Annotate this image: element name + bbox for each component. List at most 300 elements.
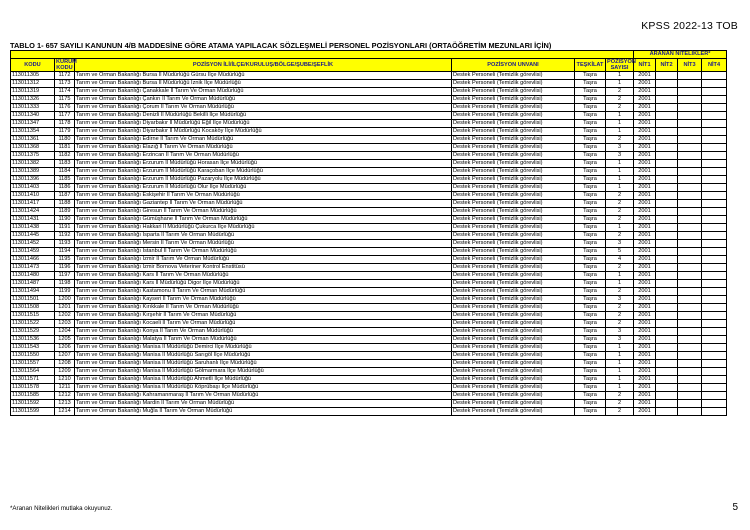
cell-nit4 bbox=[702, 152, 727, 160]
table-row bbox=[11, 376, 727, 384]
cell-pozisyon-sayisi: 1 bbox=[606, 112, 634, 120]
cell-pozisyon-unvani: Destek Personeli (Temizlik görevlisi) bbox=[452, 408, 575, 416]
cell-nit3 bbox=[678, 248, 702, 256]
col-pozisyon-unvani: POZİSYON UNVANI bbox=[452, 59, 575, 72]
cell-nit1: 2001 bbox=[634, 104, 656, 112]
cell-nit3 bbox=[678, 120, 702, 128]
table-row bbox=[11, 144, 727, 152]
cell-nit3 bbox=[678, 184, 702, 192]
cell-kodu: 113011382 bbox=[11, 160, 55, 168]
cell-pozisyon-sayisi: 1 bbox=[606, 128, 634, 136]
cell-teskilat: Taşra bbox=[575, 248, 606, 256]
cell-nit3 bbox=[678, 280, 702, 288]
cell-nit4 bbox=[702, 328, 727, 336]
cell-nit4 bbox=[702, 400, 727, 408]
table-row bbox=[11, 248, 727, 256]
cell-nit3 bbox=[678, 152, 702, 160]
cell-pozisyon-sayisi: 1 bbox=[606, 72, 634, 80]
cell-kurum-kodu: 1201 bbox=[55, 304, 75, 312]
cell-nit4 bbox=[702, 288, 727, 296]
cell-teskilat: Taşra bbox=[575, 144, 606, 152]
cell-pozisyon-ili: Tarım ve Orman Bakanlığı Diyarbakır İl Müdürlüğü Kocaköy İlçe Müdürlüğü bbox=[75, 128, 452, 136]
cell-pozisyon-ili: Tarım ve Orman Bakanlığı Çanakkale İl Tarım Ve Orman Müdürlüğü bbox=[75, 88, 452, 96]
col-nit3: NİT3 bbox=[678, 59, 702, 72]
cell-kurum-kodu: 1198 bbox=[55, 280, 75, 288]
cell-nit2 bbox=[656, 368, 678, 376]
cell-nit4 bbox=[702, 168, 727, 176]
table-row bbox=[11, 344, 727, 352]
cell-teskilat: Taşra bbox=[575, 96, 606, 104]
cell-pozisyon-ili: Tarım ve Orman Bakanlığı Isparta İl Tarım Ve Orman Müdürlüğü bbox=[75, 232, 452, 240]
table-row bbox=[11, 184, 727, 192]
cell-pozisyon-sayisi: 1 bbox=[606, 184, 634, 192]
cell-pozisyon-unvani: Destek Personeli (Temizlik görevlisi) bbox=[452, 312, 575, 320]
cell-pozisyon-unvani: Destek Personeli (Temizlik görevlisi) bbox=[452, 232, 575, 240]
table-row bbox=[11, 224, 727, 232]
cell-teskilat: Taşra bbox=[575, 304, 606, 312]
cell-pozisyon-ili: Tarım ve Orman Bakanlığı Çorum İl Tarım Ve Orman Müdürlüğü bbox=[75, 104, 452, 112]
cell-kurum-kodu: 1206 bbox=[55, 344, 75, 352]
col-kurum-kodu: KURUM KODU bbox=[56, 59, 77, 71]
cell-kodu: 113011389 bbox=[11, 168, 55, 176]
cell-pozisyon-unvani: Destek Personeli (Temizlik görevlisi) bbox=[452, 88, 575, 96]
table-row bbox=[11, 112, 727, 120]
cell-pozisyon-unvani: Destek Personeli (Temizlik görevlisi) bbox=[452, 264, 575, 272]
cell-nit3 bbox=[678, 96, 702, 104]
cell-kurum-kodu: 1204 bbox=[55, 328, 75, 336]
cell-nit3 bbox=[678, 216, 702, 224]
cell-pozisyon-sayisi: 2 bbox=[606, 96, 634, 104]
cell-nit3 bbox=[678, 256, 702, 264]
cell-pozisyon-sayisi: 1 bbox=[606, 224, 634, 232]
cell-pozisyon-unvani: Destek Personeli (Temizlik görevlisi) bbox=[452, 168, 575, 176]
cell-nit2 bbox=[656, 200, 678, 208]
cell-nit2 bbox=[656, 120, 678, 128]
cell-pozisyon-unvani: Destek Personeli (Temizlik görevlisi) bbox=[452, 72, 575, 80]
cell-nit1: 2001 bbox=[634, 96, 656, 104]
cell-pozisyon-ili: Tarım ve Orman Bakanlığı Bursa İl Müdürlüğü İznik İlçe Müdürlüğü bbox=[75, 80, 452, 88]
table-row bbox=[11, 136, 727, 144]
cell-pozisyon-ili: Tarım ve Orman Bakanlığı Manisa İl Müdürlüğü Köprübaşı İlçe Müdürlüğü bbox=[75, 384, 452, 392]
cell-pozisyon-unvani: Destek Personeli (Temizlik görevlisi) bbox=[452, 344, 575, 352]
cell-pozisyon-ili: Tarım ve Orman Bakanlığı Erzurum İl Müdürlüğü Horasan İlçe Müdürlüğü bbox=[75, 160, 452, 168]
cell-teskilat: Taşra bbox=[575, 344, 606, 352]
cell-pozisyon-unvani: Destek Personeli (Temizlik görevlisi) bbox=[452, 304, 575, 312]
cell-nit4 bbox=[702, 256, 727, 264]
cell-nit1: 2001 bbox=[634, 352, 656, 360]
cell-kurum-kodu: 1213 bbox=[55, 400, 75, 408]
cell-pozisyon-sayisi: 2 bbox=[606, 264, 634, 272]
cell-pozisyon-ili: Tarım ve Orman Bakanlığı Malatya İl Tarım Ve Orman Müdürlüğü bbox=[75, 336, 452, 344]
cell-nit2 bbox=[656, 96, 678, 104]
cell-kurum-kodu: 1188 bbox=[55, 200, 75, 208]
cell-teskilat: Taşra bbox=[575, 376, 606, 384]
cell-pozisyon-unvani: Destek Personeli (Temizlik görevlisi) bbox=[452, 352, 575, 360]
cell-teskilat: Taşra bbox=[575, 256, 606, 264]
cell-teskilat: Taşra bbox=[575, 224, 606, 232]
cell-pozisyon-sayisi: 3 bbox=[606, 152, 634, 160]
cell-pozisyon-ili: Tarım ve Orman Bakanlığı Erzurum İl Müdürlüğü Olur İlçe Müdürlüğü bbox=[75, 184, 452, 192]
cell-pozisyon-unvani: Destek Personeli (Temizlik görevlisi) bbox=[452, 384, 575, 392]
cell-kodu: 113011494 bbox=[11, 288, 55, 296]
cell-nit1: 2001 bbox=[634, 376, 656, 384]
cell-teskilat: Taşra bbox=[575, 72, 606, 80]
cell-pozisyon-unvani: Destek Personeli (Temizlik görevlisi) bbox=[452, 368, 575, 376]
cell-pozisyon-ili: Tarım ve Orman Bakanlığı Edirne İl Tarım Ve Orman Müdürlüğü bbox=[75, 136, 452, 144]
cell-nit3 bbox=[678, 88, 702, 96]
cell-nit4 bbox=[702, 128, 727, 136]
cell-pozisyon-unvani: Destek Personeli (Temizlik görevlisi) bbox=[452, 120, 575, 128]
cell-kodu: 113011480 bbox=[11, 272, 55, 280]
cell-kodu: 113011347 bbox=[11, 120, 55, 128]
cell-pozisyon-sayisi: 2 bbox=[606, 392, 634, 400]
cell-nit1: 2001 bbox=[634, 360, 656, 368]
cell-pozisyon-ili: Tarım ve Orman Bakanlığı Denizli İl Müdürlüğü Bekilli İlçe Müdürlüğü bbox=[75, 112, 452, 120]
cell-pozisyon-ili: Tarım ve Orman Bakanlığı Erzurum İl Müdürlüğü Pazaryolu İlçe Müdürlüğü bbox=[75, 176, 452, 184]
cell-nit3 bbox=[678, 328, 702, 336]
cell-pozisyon-sayisi: 1 bbox=[606, 384, 634, 392]
cell-nit4 bbox=[702, 320, 727, 328]
cell-nit3 bbox=[678, 160, 702, 168]
cell-nit1: 2001 bbox=[634, 216, 656, 224]
cell-nit3 bbox=[678, 336, 702, 344]
cell-pozisyon-sayisi: 2 bbox=[606, 408, 634, 416]
cell-kurum-kodu: 1200 bbox=[55, 296, 75, 304]
table-row bbox=[11, 352, 727, 360]
table-row bbox=[11, 384, 727, 392]
cell-nit3 bbox=[678, 104, 702, 112]
cell-kodu: 113011326 bbox=[11, 96, 55, 104]
cell-teskilat: Taşra bbox=[575, 160, 606, 168]
cell-nit3 bbox=[678, 360, 702, 368]
table-row bbox=[11, 328, 727, 336]
col-nit2: NİT2 bbox=[656, 59, 678, 72]
page-number: 5 bbox=[732, 502, 738, 513]
cell-kodu: 113011585 bbox=[11, 392, 55, 400]
cell-kodu: 113011522 bbox=[11, 320, 55, 328]
cell-pozisyon-ili: Tarım ve Orman Bakanlığı Diyarbakır İl Müdürlüğü Eğil İlçe Müdürlüğü bbox=[75, 120, 452, 128]
cell-teskilat: Taşra bbox=[575, 208, 606, 216]
table-row bbox=[11, 360, 727, 368]
cell-nit4 bbox=[702, 264, 727, 272]
cell-pozisyon-unvani: Destek Personeli (Temizlik görevlisi) bbox=[452, 216, 575, 224]
cell-kodu: 113011515 bbox=[11, 312, 55, 320]
cell-nit1: 2001 bbox=[634, 160, 656, 168]
cell-nit1: 2001 bbox=[634, 120, 656, 128]
cell-kurum-kodu: 1196 bbox=[55, 264, 75, 272]
cell-nit1: 2001 bbox=[634, 72, 656, 80]
cell-kodu: 113011368 bbox=[11, 144, 55, 152]
cell-kodu: 113011396 bbox=[11, 176, 55, 184]
table-row bbox=[11, 400, 727, 408]
cell-teskilat: Taşra bbox=[575, 368, 606, 376]
cell-kurum-kodu: 1197 bbox=[55, 272, 75, 280]
table-row bbox=[11, 312, 727, 320]
cell-teskilat: Taşra bbox=[575, 384, 606, 392]
cell-nit2 bbox=[656, 288, 678, 296]
table-row bbox=[11, 160, 727, 168]
cell-kodu: 113011508 bbox=[11, 304, 55, 312]
cell-kurum-kodu: 1205 bbox=[55, 336, 75, 344]
table-body bbox=[11, 72, 727, 416]
cell-kurum-kodu: 1178 bbox=[55, 120, 75, 128]
cell-nit1: 2001 bbox=[634, 272, 656, 280]
cell-pozisyon-ili: Tarım ve Orman Bakanlığı Hakkari İl Müdürlüğü Çukurca İlçe Müdürlüğü bbox=[75, 224, 452, 232]
cell-pozisyon-unvani: Destek Personeli (Temizlik görevlisi) bbox=[452, 376, 575, 384]
cell-nit2 bbox=[656, 376, 678, 384]
table-row bbox=[11, 368, 727, 376]
cell-nit3 bbox=[678, 264, 702, 272]
cell-kurum-kodu: 1186 bbox=[55, 184, 75, 192]
cell-pozisyon-sayisi: 3 bbox=[606, 336, 634, 344]
cell-nit3 bbox=[678, 368, 702, 376]
cell-kurum-kodu: 1182 bbox=[55, 152, 75, 160]
cell-nit1: 2001 bbox=[634, 208, 656, 216]
cell-kurum-kodu: 1209 bbox=[55, 368, 75, 376]
table-row bbox=[11, 304, 727, 312]
cell-nit2 bbox=[656, 400, 678, 408]
cell-pozisyon-sayisi: 3 bbox=[606, 296, 634, 304]
cell-kodu: 113011536 bbox=[11, 336, 55, 344]
cell-teskilat: Taşra bbox=[575, 168, 606, 176]
cell-kodu: 113011361 bbox=[11, 136, 55, 144]
cell-nit1: 2001 bbox=[634, 192, 656, 200]
table-row bbox=[11, 168, 727, 176]
cell-nit4 bbox=[702, 392, 727, 400]
cell-nit4 bbox=[702, 144, 727, 152]
cell-pozisyon-sayisi: 4 bbox=[606, 256, 634, 264]
cell-pozisyon-sayisi: 3 bbox=[606, 240, 634, 248]
cell-pozisyon-sayisi: 1 bbox=[606, 80, 634, 88]
cell-pozisyon-sayisi: 2 bbox=[606, 192, 634, 200]
cell-pozisyon-sayisi: 2 bbox=[606, 320, 634, 328]
cell-nit1: 2001 bbox=[634, 80, 656, 88]
cell-teskilat: Taşra bbox=[575, 152, 606, 160]
cell-nit4 bbox=[702, 184, 727, 192]
table-row bbox=[11, 200, 727, 208]
cell-nit2 bbox=[656, 272, 678, 280]
cell-pozisyon-unvani: Destek Personeli (Temizlik görevlisi) bbox=[452, 112, 575, 120]
cell-nit1: 2001 bbox=[634, 112, 656, 120]
cell-nit2 bbox=[656, 352, 678, 360]
cell-nit2 bbox=[656, 72, 678, 80]
cell-teskilat: Taşra bbox=[575, 280, 606, 288]
cell-nit1: 2001 bbox=[634, 152, 656, 160]
table-row bbox=[11, 96, 727, 104]
cell-nit3 bbox=[678, 224, 702, 232]
col-teskilat: TEŞKİLAT bbox=[575, 59, 606, 72]
cell-nit2 bbox=[656, 312, 678, 320]
cell-nit3 bbox=[678, 400, 702, 408]
cell-kurum-kodu: 1211 bbox=[55, 384, 75, 392]
cell-teskilat: Taşra bbox=[575, 120, 606, 128]
table-row bbox=[11, 128, 727, 136]
cell-pozisyon-unvani: Destek Personeli (Temizlik görevlisi) bbox=[452, 360, 575, 368]
col-pozisyon-sayisi: POZİSYON SAYISI bbox=[607, 59, 636, 71]
exam-label: KPSS 2022-13 TOB bbox=[641, 20, 738, 32]
cell-nit4 bbox=[702, 80, 727, 88]
cell-kurum-kodu: 1202 bbox=[55, 312, 75, 320]
cell-pozisyon-sayisi: 1 bbox=[606, 368, 634, 376]
cell-teskilat: Taşra bbox=[575, 392, 606, 400]
cell-kodu: 113011543 bbox=[11, 344, 55, 352]
cell-pozisyon-ili: Tarım ve Orman Bakanlığı Eskişehir İl Tarım Ve Orman Müdürlüğü bbox=[75, 192, 452, 200]
cell-nit1: 2001 bbox=[634, 312, 656, 320]
cell-nit3 bbox=[678, 344, 702, 352]
cell-nit2 bbox=[656, 88, 678, 96]
cell-kurum-kodu: 1208 bbox=[55, 360, 75, 368]
cell-nit1: 2001 bbox=[634, 232, 656, 240]
cell-kodu: 113011459 bbox=[11, 248, 55, 256]
table-row bbox=[11, 216, 727, 224]
cell-nit4 bbox=[702, 192, 727, 200]
cell-teskilat: Taşra bbox=[575, 184, 606, 192]
cell-nit4 bbox=[702, 336, 727, 344]
cell-pozisyon-ili: Tarım ve Orman Bakanlığı Bursa İl Müdürlüğü Gürsu İlçe Müdürlüğü bbox=[75, 72, 452, 80]
cell-pozisyon-sayisi: 2 bbox=[606, 288, 634, 296]
cell-nit1: 2001 bbox=[634, 184, 656, 192]
cell-teskilat: Taşra bbox=[575, 176, 606, 184]
cell-pozisyon-sayisi: 2 bbox=[606, 232, 634, 240]
cell-kodu: 113011487 bbox=[11, 280, 55, 288]
column-header-row bbox=[11, 59, 727, 72]
cell-nit1: 2001 bbox=[634, 368, 656, 376]
cell-kurum-kodu: 1173 bbox=[55, 80, 75, 88]
cell-nit4 bbox=[702, 408, 727, 416]
cell-nit2 bbox=[656, 160, 678, 168]
cell-nit2 bbox=[656, 224, 678, 232]
cell-pozisyon-ili: Tarım ve Orman Bakanlığı Kayseri İl Tarım Ve Orman Müdürlüğü bbox=[75, 296, 452, 304]
cell-nit1: 2001 bbox=[634, 288, 656, 296]
cell-nit4 bbox=[702, 88, 727, 96]
cell-pozisyon-sayisi: 2 bbox=[606, 312, 634, 320]
cell-pozisyon-ili: Tarım ve Orman Bakanlığı Giresun İl Tarım Ve Orman Müdürlüğü bbox=[75, 208, 452, 216]
cell-nit2 bbox=[656, 344, 678, 352]
cell-nit2 bbox=[656, 304, 678, 312]
cell-nit4 bbox=[702, 240, 727, 248]
cell-teskilat: Taşra bbox=[575, 360, 606, 368]
cell-pozisyon-unvani: Destek Personeli (Temizlik görevlisi) bbox=[452, 128, 575, 136]
cell-nit1: 2001 bbox=[634, 392, 656, 400]
cell-pozisyon-ili: Tarım ve Orman Bakanlığı İstanbul İl Tarım Ve Orman Müdürlüğü bbox=[75, 248, 452, 256]
cell-kodu: 113011445 bbox=[11, 232, 55, 240]
cell-kodu: 113011410 bbox=[11, 192, 55, 200]
table-row bbox=[11, 152, 727, 160]
cell-nit2 bbox=[656, 136, 678, 144]
table-row bbox=[11, 408, 727, 416]
cell-kurum-kodu: 1172 bbox=[55, 72, 75, 80]
cell-kurum-kodu: 1203 bbox=[55, 320, 75, 328]
cell-pozisyon-ili: Tarım ve Orman Bakanlığı Muğla İl Tarım Ve Orman Müdürlüğü bbox=[75, 408, 452, 416]
cell-kodu: 113011452 bbox=[11, 240, 55, 248]
cell-nit4 bbox=[702, 208, 727, 216]
cell-pozisyon-unvani: Destek Personeli (Temizlik görevlisi) bbox=[452, 160, 575, 168]
table-row bbox=[11, 256, 727, 264]
cell-kurum-kodu: 1174 bbox=[55, 88, 75, 96]
cell-teskilat: Taşra bbox=[575, 264, 606, 272]
cell-nit2 bbox=[656, 328, 678, 336]
cell-nit3 bbox=[678, 208, 702, 216]
cell-nit2 bbox=[656, 144, 678, 152]
cell-nit1: 2001 bbox=[634, 256, 656, 264]
cell-pozisyon-unvani: Destek Personeli (Temizlik görevlisi) bbox=[452, 144, 575, 152]
cell-kurum-kodu: 1212 bbox=[55, 392, 75, 400]
cell-pozisyon-unvani: Destek Personeli (Temizlik görevlisi) bbox=[452, 96, 575, 104]
cell-nit3 bbox=[678, 352, 702, 360]
cell-pozisyon-unvani: Destek Personeli (Temizlik görevlisi) bbox=[452, 296, 575, 304]
cell-pozisyon-sayisi: 2 bbox=[606, 208, 634, 216]
cell-kurum-kodu: 1193 bbox=[55, 240, 75, 248]
cell-pozisyon-unvani: Destek Personeli (Temizlik görevlisi) bbox=[452, 288, 575, 296]
cell-kurum-kodu: 1191 bbox=[55, 224, 75, 232]
cell-nit2 bbox=[656, 296, 678, 304]
cell-nit4 bbox=[702, 272, 727, 280]
table-row bbox=[11, 120, 727, 128]
cell-kodu: 113011438 bbox=[11, 224, 55, 232]
aranan-nitelikler-header: ARANAN NİTELİKLER* bbox=[634, 51, 727, 59]
cell-nit4 bbox=[702, 200, 727, 208]
cell-pozisyon-sayisi: 2 bbox=[606, 88, 634, 96]
cell-nit1: 2001 bbox=[634, 88, 656, 96]
cell-teskilat: Taşra bbox=[575, 80, 606, 88]
cell-kodu: 113011501 bbox=[11, 296, 55, 304]
cell-pozisyon-ili: Tarım ve Orman Bakanlığı Elazığ İl Tarım Ve Orman Müdürlüğü bbox=[75, 144, 452, 152]
cell-nit4 bbox=[702, 136, 727, 144]
cell-nit3 bbox=[678, 232, 702, 240]
cell-pozisyon-ili: Tarım ve Orman Bakanlığı Kastamonu İl Tarım Ve Orman Müdürlüğü bbox=[75, 288, 452, 296]
cell-teskilat: Taşra bbox=[575, 136, 606, 144]
cell-nit3 bbox=[678, 392, 702, 400]
cell-kodu: 113011578 bbox=[11, 384, 55, 392]
cell-kurum-kodu: 1181 bbox=[55, 144, 75, 152]
cell-nit4 bbox=[702, 376, 727, 384]
cell-nit3 bbox=[678, 320, 702, 328]
cell-pozisyon-ili: Tarım ve Orman Bakanlığı İzmir İl Tarım Ve Orman Müdürlüğü bbox=[75, 256, 452, 264]
cell-kurum-kodu: 1192 bbox=[55, 232, 75, 240]
cell-nit4 bbox=[702, 112, 727, 120]
table-row bbox=[11, 280, 727, 288]
cell-pozisyon-sayisi: 1 bbox=[606, 160, 634, 168]
cell-pozisyon-ili: Tarım ve Orman Bakanlığı Kahramanmaraş İl Tarım Ve Orman Müdürlüğü bbox=[75, 392, 452, 400]
cell-pozisyon-unvani: Destek Personeli (Temizlik görevlisi) bbox=[452, 136, 575, 144]
cell-kodu: 113011550 bbox=[11, 352, 55, 360]
cell-kurum-kodu: 1195 bbox=[55, 256, 75, 264]
cell-pozisyon-ili: Tarım ve Orman Bakanlığı Kırşehir İl Tarım Ve Orman Müdürlüğü bbox=[75, 312, 452, 320]
cell-kodu: 113011557 bbox=[11, 360, 55, 368]
cell-nit4 bbox=[702, 72, 727, 80]
cell-teskilat: Taşra bbox=[575, 192, 606, 200]
cell-teskilat: Taşra bbox=[575, 296, 606, 304]
cell-nit2 bbox=[656, 336, 678, 344]
cell-nit2 bbox=[656, 240, 678, 248]
cell-nit3 bbox=[678, 136, 702, 144]
cell-pozisyon-unvani: Destek Personeli (Temizlik görevlisi) bbox=[452, 400, 575, 408]
cell-pozisyon-sayisi: 1 bbox=[606, 120, 634, 128]
cell-pozisyon-unvani: Destek Personeli (Temizlik görevlisi) bbox=[452, 336, 575, 344]
cell-kodu: 113011375 bbox=[11, 152, 55, 160]
cell-nit4 bbox=[702, 248, 727, 256]
cell-kurum-kodu: 1175 bbox=[55, 96, 75, 104]
cell-nit1: 2001 bbox=[634, 296, 656, 304]
cell-nit3 bbox=[678, 168, 702, 176]
page-title: TABLO 1- 657 SAYILI KANUNUN 4/B MADDESİNE GÖRE ATAMA YAPILACAK SÖZLEŞMELİ PERSONEL POZİSYONLARI (ORTAÖĞRETİM MEZUNLARI İÇİN) bbox=[10, 41, 552, 50]
cell-teskilat: Taşra bbox=[575, 288, 606, 296]
cell-nit3 bbox=[678, 304, 702, 312]
cell-nit3 bbox=[678, 72, 702, 80]
cell-nit1: 2001 bbox=[634, 248, 656, 256]
cell-nit3 bbox=[678, 376, 702, 384]
table-row bbox=[11, 72, 727, 80]
